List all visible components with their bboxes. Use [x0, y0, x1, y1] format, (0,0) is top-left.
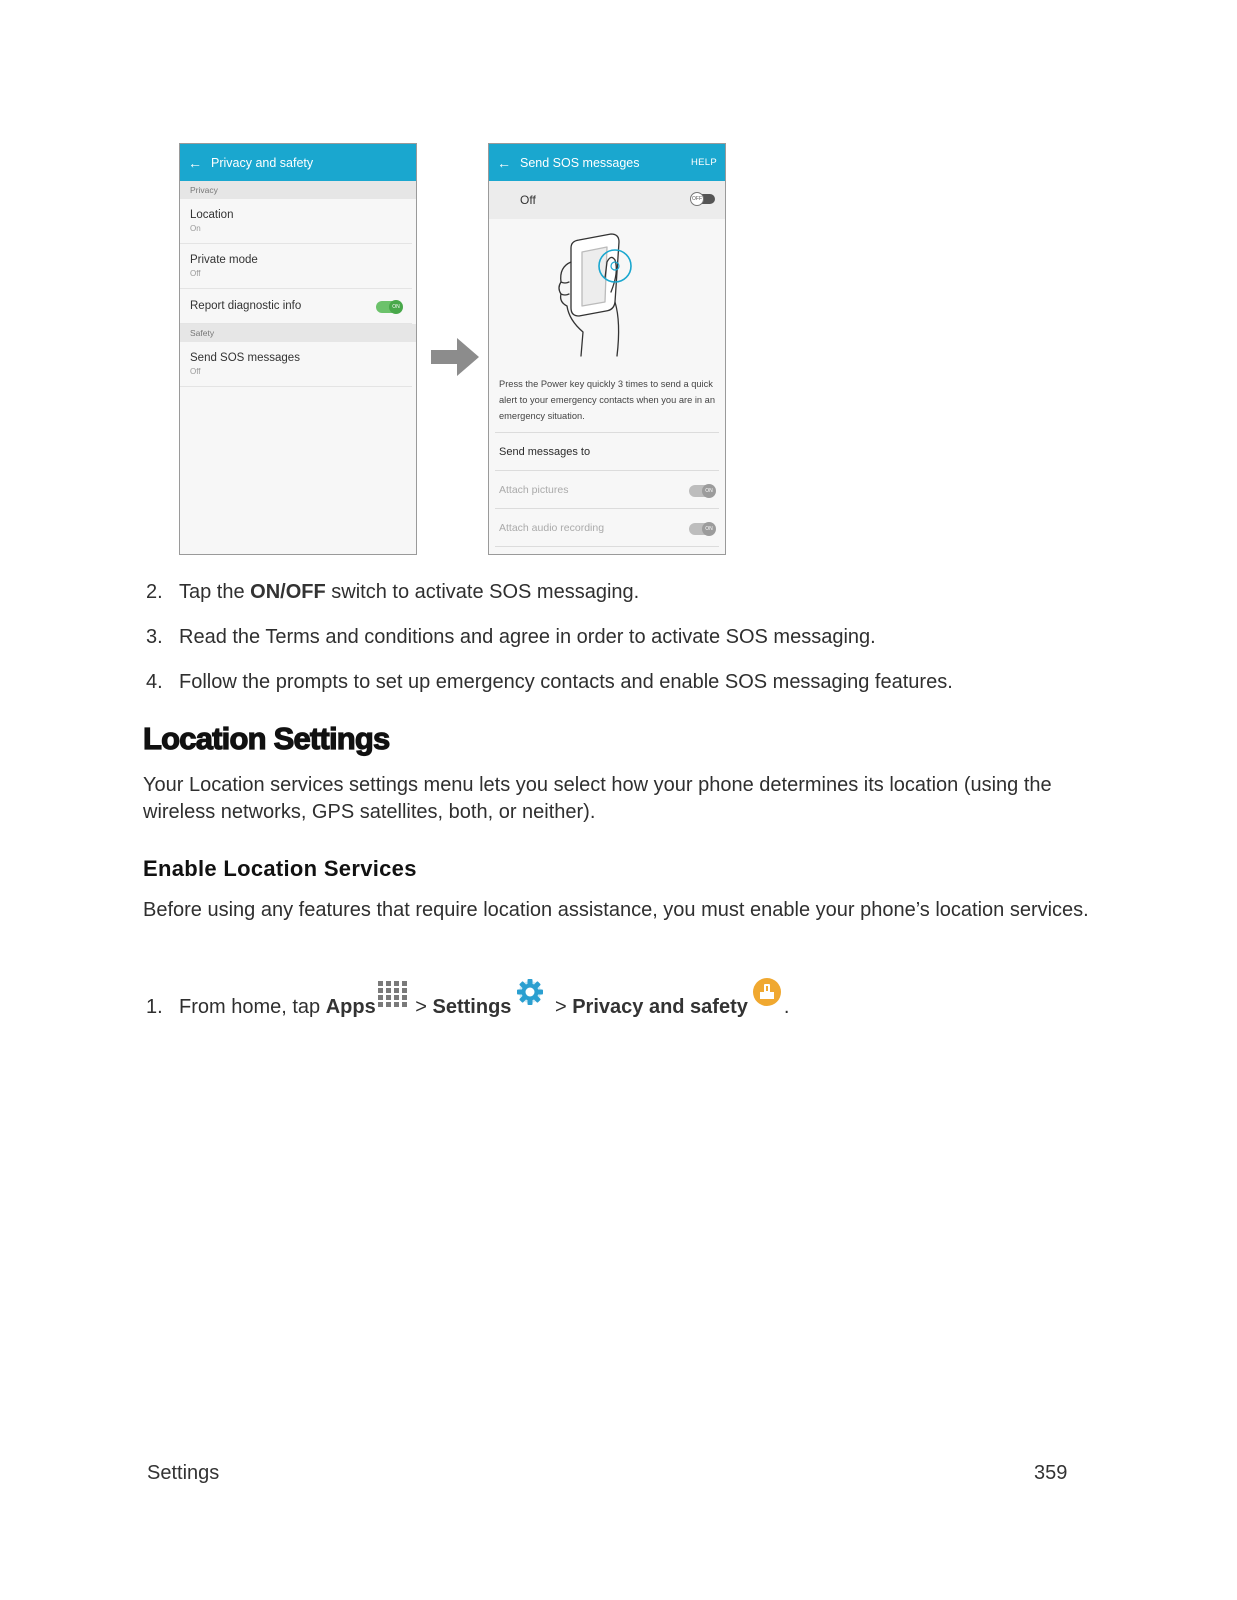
- sos-description: Press the Power key quickly 3 times to send a quick alert to your emergency contacts when you are in an emergency situation.: [499, 379, 716, 421]
- separator: >: [409, 996, 433, 1018]
- step-text: From home, tap: [179, 996, 326, 1018]
- back-arrow-icon: ←: [188, 154, 202, 171]
- separator: >: [549, 996, 573, 1018]
- subsection-paragraph: Before using any features that require location assistance, you must enable your phone’s location services.: [143, 899, 1089, 921]
- settings-gear-icon: [515, 977, 545, 1007]
- sos-master-switch-row: [489, 181, 725, 219]
- attach-audio-toggle: [689, 523, 715, 535]
- attach-pictures-item: Attach pictures: [499, 484, 569, 496]
- safety-section-header: Safety: [180, 324, 416, 342]
- step-2: [146, 581, 639, 604]
- page-number: 359: [1034, 1462, 1068, 1484]
- private-mode-row: [180, 244, 412, 289]
- apps-grid-icon: [378, 981, 408, 1009]
- step-1: [146, 977, 789, 1019]
- step-emphasis: ON/OFF: [250, 581, 326, 603]
- privacy-section-header: Privacy: [180, 181, 416, 199]
- send-messages-to-item: Send messages to: [499, 446, 591, 458]
- step-number: 1.: [146, 996, 163, 1018]
- toggle-knob: OFF: [690, 192, 704, 206]
- diagnostic-toggle: [376, 301, 402, 313]
- privacy-label: Privacy and safety: [572, 996, 748, 1018]
- location-status: On: [190, 224, 201, 233]
- diagnostic-row: [180, 289, 412, 324]
- send-sos-screenshot: [488, 143, 726, 555]
- help-link: HELP: [690, 157, 717, 168]
- footer-section-name: Settings: [147, 1462, 220, 1484]
- divider: [495, 470, 719, 471]
- settings-label: Settings: [432, 996, 512, 1018]
- right-arrow-icon: [431, 336, 479, 378]
- location-row: [180, 199, 412, 244]
- sos-master-toggle: [691, 194, 715, 204]
- divider: [495, 432, 719, 433]
- toggle-knob: ON: [702, 522, 716, 536]
- step-number: 2.: [146, 581, 163, 603]
- sos-app-bar: [489, 144, 725, 181]
- section-heading: Location Settings: [143, 721, 390, 756]
- intro-paragraph: Your Location services settings menu lets you select how your phone determines its location (using the wireless networks, GPS satellites, both, or neither).: [143, 774, 1052, 823]
- step-number: 3.: [146, 626, 163, 648]
- app-bar-title: Privacy and safety: [211, 155, 314, 170]
- private-mode-status: Off: [190, 269, 201, 278]
- step-4: [146, 671, 953, 694]
- step-number: 4.: [146, 671, 163, 693]
- privacy-safety-icon: [752, 977, 782, 1007]
- app-bar: [180, 144, 416, 181]
- step-end: .: [783, 996, 790, 1018]
- step-3: [146, 626, 876, 649]
- step-text: Follow the prompts to set up emergency contacts and enable SOS messaging features.: [179, 671, 953, 693]
- divider: [495, 546, 719, 547]
- privacy-safety-screenshot: [179, 143, 417, 555]
- step-text: Read the Terms and conditions and agree in order to activate SOS messaging.: [179, 626, 876, 648]
- toggle-knob: ON: [702, 484, 716, 498]
- attach-audio-item: Attach audio recording: [499, 522, 605, 534]
- step-text: switch to activate SOS messaging.: [325, 581, 640, 603]
- private-mode-title: Private mode: [190, 254, 258, 266]
- diagnostic-title: Report diagnostic info: [190, 300, 302, 312]
- sos-off-label: Off: [520, 193, 536, 207]
- toggle-knob: ON: [389, 300, 403, 314]
- apps-label: Apps: [325, 996, 376, 1018]
- back-arrow-icon: ←: [497, 154, 511, 171]
- location-title: Location: [190, 209, 234, 221]
- attach-pictures-toggle: [689, 485, 715, 497]
- subsection-heading: Enable Location Services: [143, 856, 417, 881]
- hand-holding-phone-illustration: [549, 232, 659, 357]
- divider: [495, 508, 719, 509]
- step-text: Tap the: [179, 581, 251, 603]
- sos-status: Off: [190, 367, 201, 376]
- sos-title: Send SOS messages: [190, 352, 300, 364]
- sos-app-bar-title: Send SOS messages: [520, 155, 640, 170]
- sos-row: [180, 342, 412, 387]
